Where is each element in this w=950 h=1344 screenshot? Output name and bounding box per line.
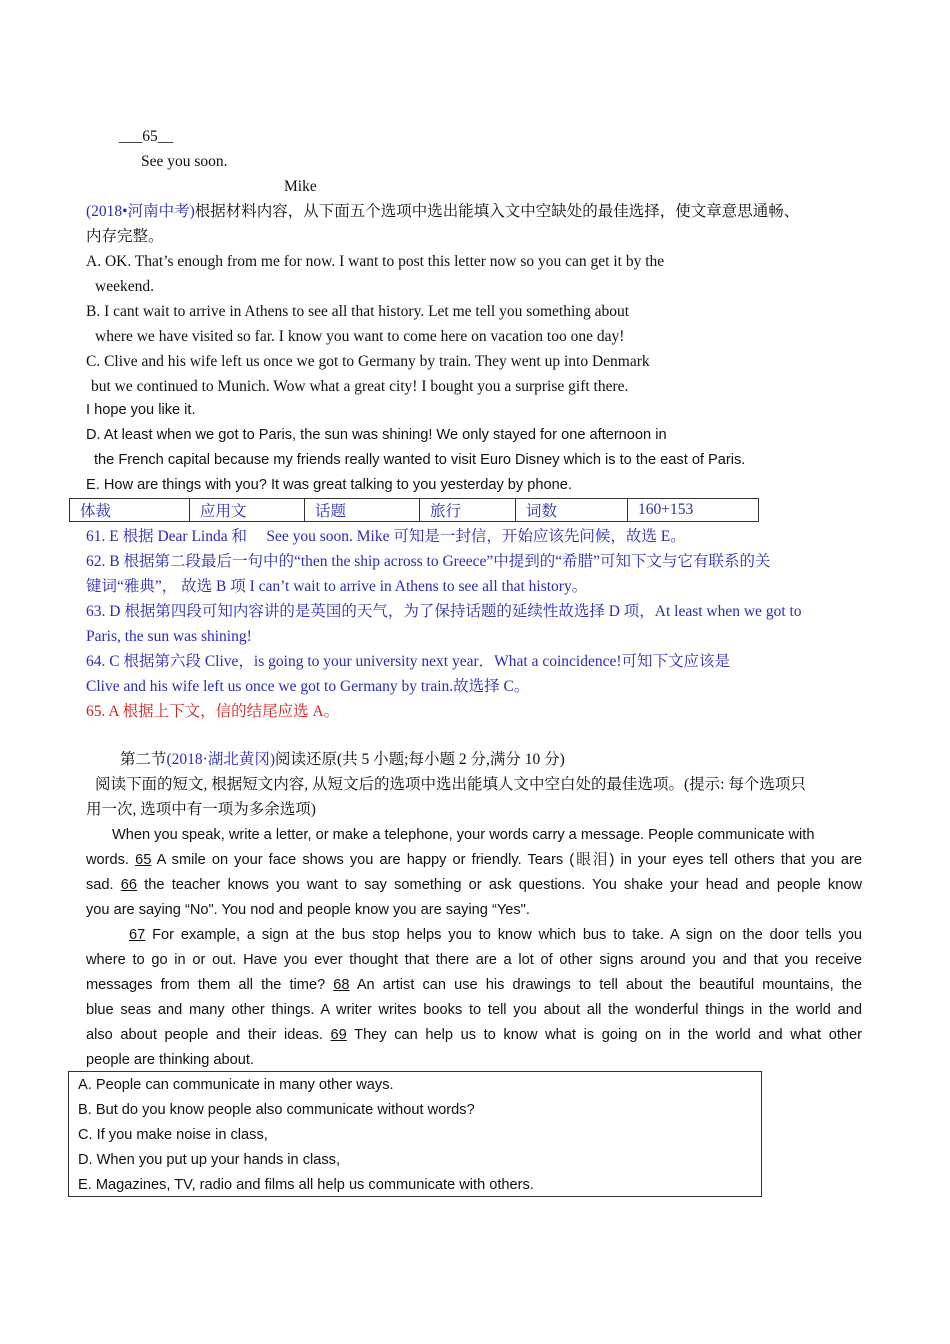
answer-61: 61. E 根据 Dear Linda 和 See you soon. Mike 可知是一封信，开始应该先问候，故选 E。 bbox=[86, 528, 686, 545]
option-e-line1: E. How are things with you? It was great talking to you yesterday by phone. bbox=[86, 477, 572, 493]
options-box bbox=[68, 1071, 762, 1197]
para1-line4: you are saying “No". You nod and people know you are saying “Yes". bbox=[86, 902, 530, 918]
table-row bbox=[70, 499, 759, 522]
cell-topic-label: 话题 bbox=[305, 499, 420, 522]
closing-line: See you soon. bbox=[141, 153, 228, 170]
para2-line2: where to go in or out. Have you ever thought that there are a lot of other signs around you and that you receive bbox=[86, 952, 862, 968]
answer-64-line2: Clive and his wife left us once we got to Germany by train.故选择 C。 bbox=[86, 678, 530, 695]
option-item-b: B. But do you know people also communicate without words? bbox=[78, 1102, 475, 1118]
cell-wordcount-label: 词数 bbox=[516, 499, 628, 522]
passage-info-table bbox=[69, 498, 759, 522]
passage1-instruction: (2018•河南中考)根据材料内容，从下面五个选项中选出能填入文中空缺处的最佳选择，使文章意思通畅、 bbox=[86, 203, 800, 220]
blank-65: ___65__ bbox=[119, 128, 174, 145]
option-item-c: C. If you make noise in class, bbox=[78, 1127, 268, 1143]
blank-67-marker: 67 bbox=[129, 927, 146, 943]
para2-line5: also about people and their ideas. 69 They can help us to know what is going on in the world and what other bbox=[86, 1027, 862, 1043]
section2-instruction: 阅读下面的短文, 根据短文内容, 从短文后的选项中选出能填人文中空白处的最佳选项。(提示: 每个选项只 bbox=[95, 776, 806, 793]
para2-line1: 67 For example, a sign at the bus stop helps you to know which bus to take. A sign on the door tells you bbox=[129, 927, 863, 943]
option-c-line3: I hope you like it. bbox=[86, 402, 196, 418]
section2-heading: 第二节(2018·湖北黄冈)阅读还原(共 5 小题;每小题 2 分,满分 10 分) bbox=[120, 751, 565, 768]
answer-63-line1: 63. D 根据第四段可知内容讲的是英国的天气，为了保持话题的延续性故选择 D 项，At least when we got to bbox=[86, 603, 802, 620]
cell-genre-label: 体裁 bbox=[70, 499, 190, 522]
source-tag: (2018•河南中考) bbox=[86, 203, 195, 220]
option-b-line1: B. I cant wait to arrive in Athens to see all that history. Let me tell you something about bbox=[86, 303, 630, 320]
blank-66-marker: 66 bbox=[120, 877, 138, 893]
para1-line3: sad. 66 the teacher knows you want to say something or ask questions. You shake your head and people know bbox=[86, 877, 862, 893]
option-a-line2: weekend. bbox=[95, 278, 154, 295]
answer-63-line2: Paris, the sun was shining! bbox=[86, 628, 252, 645]
passage1-instruction-cont: 内存完整。 bbox=[86, 228, 164, 245]
option-a-line1: A. OK. That’s enough from me for now. I want to post this letter now so you can get it by the bbox=[86, 253, 665, 270]
blank-65-marker: 65 bbox=[135, 852, 152, 868]
option-d-line2: the French capital because my friends really wanted to visit Euro Disney which is to the east of Paris. bbox=[94, 452, 746, 468]
para1-line1: When you speak, write a letter, or make a telephone, your words carry a message. People communicate with bbox=[112, 827, 815, 843]
signature: Mike bbox=[284, 178, 317, 195]
answer-62-line2: 键词“雅典”， 故选 B 项 I can’t wait to arrive in Athens to see all that history。 bbox=[86, 578, 588, 595]
option-item-d: D. When you put up your hands in class, bbox=[78, 1152, 341, 1168]
option-c-line2: but we continued to Munich. Wow what a great city! I bought you a surprise gift there. bbox=[91, 378, 629, 395]
para2-line3: messages from them all the time? 68 An artist can use his drawings to tell about the beautiful mountains, the bbox=[86, 977, 862, 993]
cell-genre-value: 应用文 bbox=[190, 499, 305, 522]
cell-wordcount-value: 160+153 bbox=[628, 499, 759, 522]
option-c-line1: C. Clive and his wife left us once we got to Germany by train. They went up into Denmark bbox=[86, 353, 650, 370]
option-d-line1: D. At least when we got to Paris, the sun was shining! We only stayed for one afternoon in bbox=[86, 427, 667, 443]
para2-line6: people are thinking about. bbox=[86, 1052, 254, 1068]
option-item-e: E. Magazines, TV, radio and films all help us communicate with others. bbox=[78, 1177, 534, 1193]
option-b-line2: where we have visited so far. I know you want to come here on vacation too one day! bbox=[95, 328, 625, 345]
blank-68-marker: 68 bbox=[333, 977, 350, 993]
blank-69-marker: 69 bbox=[330, 1027, 347, 1043]
section2-source-tag: (2018·湖北黄冈) bbox=[166, 751, 276, 768]
option-item-a: A. People can communicate in many other ways. bbox=[78, 1077, 394, 1093]
answer-64-line1: 64. C 根据第六段 Clive，is going to your university next year．What a coincidence!可知下文应该是 bbox=[86, 653, 731, 670]
answer-65: 65. A 根据上下文，信的结尾应选 A。 bbox=[86, 703, 340, 720]
para2-line4: blue seas and many other things. A writer writes books to tell you about all the wonderful things in the world and bbox=[86, 1002, 862, 1018]
para1-line2: words. 65 A smile on your face shows you are happy or friendly. Tears (眼泪) in your eyes tell others that you are bbox=[86, 852, 862, 868]
answer-62-line1: 62. B 根据第二段最后一句中的“then the ship across to Greece”中提到的“希腊”可知下文与它有联系的关 bbox=[86, 553, 771, 570]
section2-instruction-cont: 用一次, 选项中有一项为多余选项) bbox=[86, 801, 316, 818]
cell-topic-value: 旅行 bbox=[420, 499, 516, 522]
